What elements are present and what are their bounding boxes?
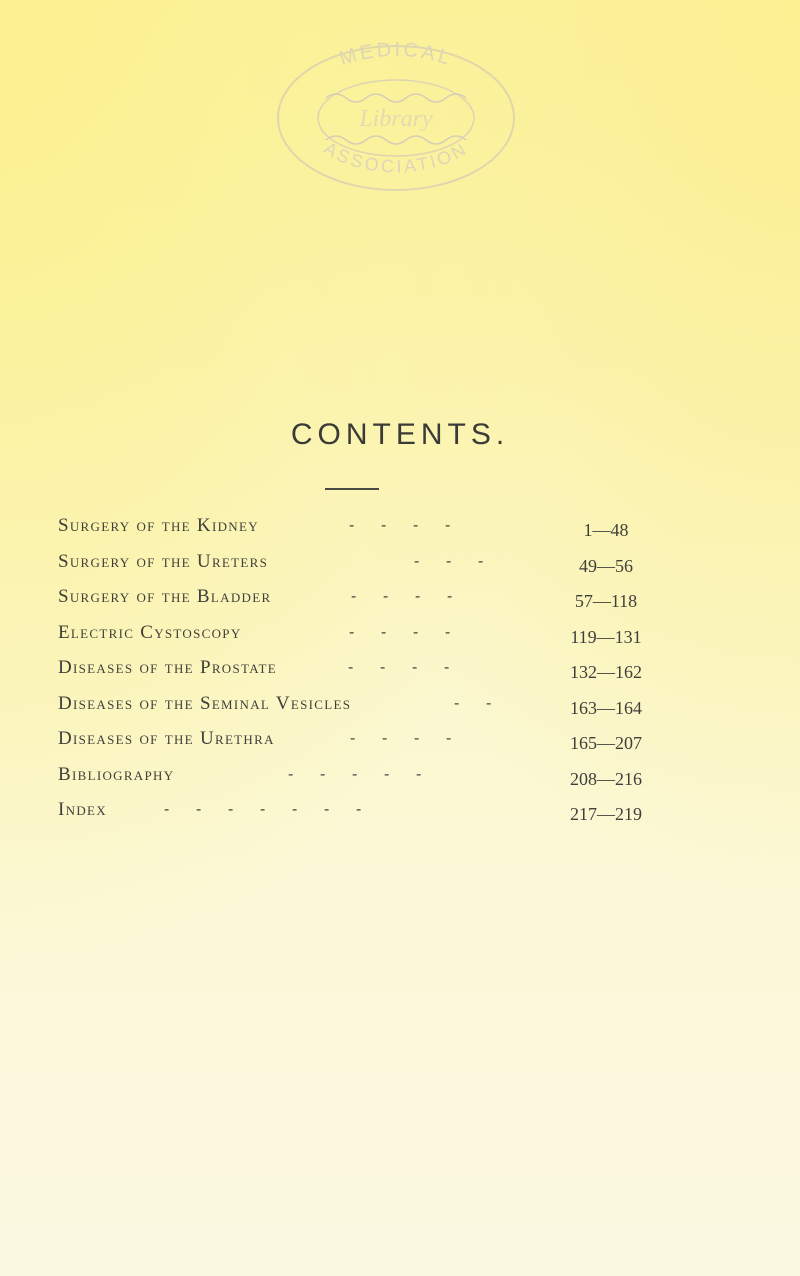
toc-leader: - - - - — [349, 623, 451, 641]
toc-leader: - - - - — [348, 659, 450, 676]
stamp-center-text: Library — [359, 106, 433, 132]
toc-entry-index — [58, 798, 698, 834]
toc-leader: - - - - — [350, 730, 452, 747]
toc-entry-title: Diseases of the Seminal Vesicles — [58, 692, 352, 714]
toc-entry-title: Surgery of the Ureters — [58, 550, 269, 572]
toc-entry-pages: 132—162 — [570, 662, 642, 682]
toc-entry-cystoscopy — [58, 621, 698, 657]
toc-entry-bibliography — [58, 763, 698, 799]
toc-entry-bladder — [58, 585, 698, 621]
toc-entry-title: Diseases of the Urethra — [58, 728, 275, 749]
stamp-bottom-text: ASSOCIATION — [320, 137, 472, 177]
toc-entry-title: Electric Cystoscopy — [58, 621, 242, 643]
table-of-contents — [58, 514, 698, 834]
toc-entry-pages: 217—219 — [570, 804, 642, 824]
svg-text:MEDICAL — [337, 39, 455, 71]
toc-entry-kidney — [58, 514, 698, 550]
toc-leader: - - - - - - - — [164, 801, 362, 818]
toc-entry-pages: 165—207 — [570, 733, 642, 753]
toc-leader: - - - - - — [288, 765, 422, 783]
toc-entry-pages: 163—164 — [570, 697, 642, 718]
toc-entry-title: Surgery of the Bladder — [58, 586, 272, 607]
toc-entry-title: Index — [58, 799, 107, 820]
toc-leader: - - - - — [349, 517, 451, 534]
toc-entry-prostate — [58, 656, 698, 692]
toc-entry-pages: 208—216 — [570, 768, 642, 789]
stamp-icon — [266, 38, 526, 198]
toc-entry-pages: 119—131 — [570, 626, 642, 647]
library-stamp — [266, 38, 526, 198]
toc-leader: - - - — [414, 552, 484, 570]
toc-entry-pages: 1—48 — [583, 520, 629, 540]
stamp-top-text: MEDICAL — [336, 38, 456, 71]
toc-entry-seminal-vesicles — [58, 692, 698, 728]
toc-entry-ureters — [58, 550, 698, 586]
toc-entry-title: Bibliography — [58, 763, 175, 785]
toc-entry-urethra — [58, 727, 698, 763]
toc-leader: - - — [454, 694, 492, 712]
toc-entry-pages: 49—56 — [579, 555, 633, 576]
toc-leader: - - - - — [351, 588, 453, 605]
toc-entry-title: Diseases of the Prostate — [58, 657, 277, 678]
toc-entry-pages: 57—118 — [574, 591, 638, 611]
page-title: CONTENTS. — [290, 418, 510, 451]
toc-entry-title: Surgery of the Kidney — [58, 515, 259, 536]
title-divider — [325, 488, 379, 490]
